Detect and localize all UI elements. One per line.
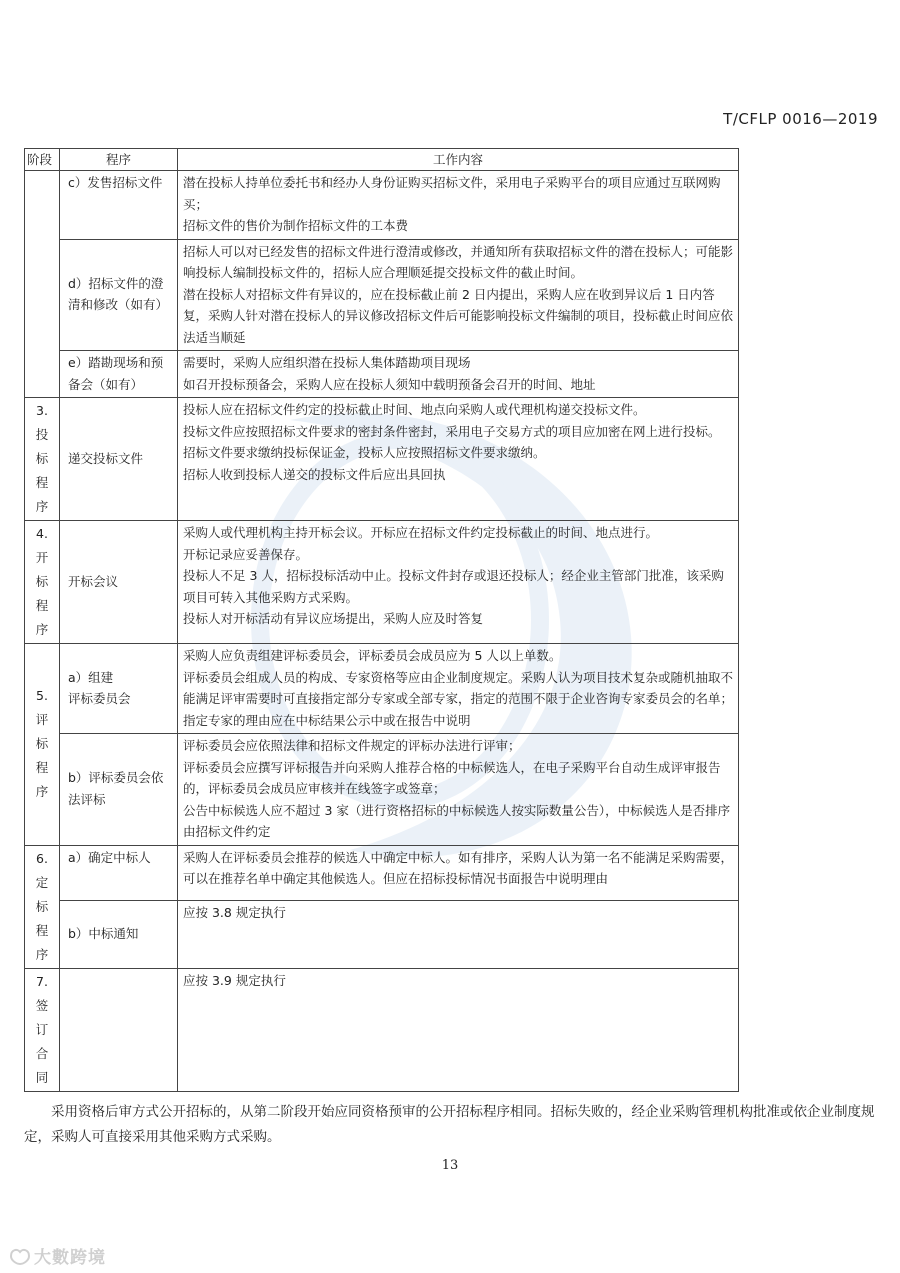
stage-label: 评: [35, 712, 49, 728]
stage-label: 序: [35, 784, 49, 800]
stage-cell: [25, 398, 60, 521]
stage-label: 程: [35, 922, 49, 938]
procedure-cell: a）组建 评标委员会: [60, 644, 178, 734]
procedure-cell: c）发售招标文件: [60, 171, 178, 240]
stage-label: 标: [35, 574, 49, 589]
stage-label: 标: [35, 451, 49, 466]
procedure-cell: e）踏勘现场和预备会（如有）: [60, 351, 178, 398]
content-line: 投标人应在招标文件约定的投标截止时间、地点向采购人或代理机构递交投标文件。: [183, 402, 646, 417]
stage-label: 6.: [36, 850, 48, 866]
standard-code: T/CFLP 0016—2019: [723, 110, 878, 128]
content-line: 潜在投标人对招标文件有异议的，应在投标截止前 2 日内提出，采购人应在收到异议后 1 日内答复，采购人针对潜在投标人的异议修改招标文件后可能影响投标文件编制的项目，投标截止时间应依法适当顺延: [183, 286, 734, 345]
content-cell: [178, 521, 739, 644]
stage-label: 标: [35, 898, 49, 914]
table-row: [25, 900, 739, 968]
table-row: [25, 968, 739, 1091]
content-cell: [178, 644, 739, 734]
page-number: 13: [441, 1158, 459, 1173]
content-cell: [178, 900, 739, 968]
content-line: 需要时，采购人应组织潜在投标人集体踏勘项目现场: [183, 355, 471, 370]
content-cell: [178, 968, 739, 1091]
procedure-cell: b）中标通知: [60, 900, 178, 968]
stage-label: 程: [35, 475, 49, 490]
table-row: [25, 644, 739, 734]
stage-label: 7.: [36, 973, 48, 989]
content-line: 开标记录应妥善保存。: [183, 546, 309, 562]
stage-label: 3.: [36, 403, 48, 418]
content-cell: [178, 845, 739, 900]
content-line: 应按 3.9 规定执行: [183, 972, 286, 988]
content-line: 采购人应负责组建评标委员会，评标委员会成员应为 5 人以上单数。: [183, 648, 562, 663]
content-line: 评标委员会组成人员的构成、专家资格等应由企业制度规定。采购人认为项目技术复杂或随机抽取不能满足评审需要时可直接指定部分专家或全部专家，指定的范围不限于企业咨询专家委员会的名单；指定专家的理由应在中标结果公示中或在报告中说明: [183, 669, 734, 728]
content-cell: [178, 171, 739, 240]
stage-label: 投: [35, 427, 49, 442]
stage-label: 合: [35, 1045, 49, 1061]
content-cell: [178, 239, 739, 351]
procedure-cell: d）招标文件的澄清和修改（如有）: [60, 239, 178, 351]
content-line: 评标委员会应依照法律和招标文件规定的评标办法进行评审；: [183, 738, 521, 753]
stage-label: 订: [35, 1021, 49, 1037]
brand-text: 大數跨境: [34, 1248, 106, 1268]
content-line: 采购人或代理机构主持开标会议。开标应在招标文件约定投标截止的时间、地点进行。: [183, 525, 659, 540]
stage-label: 4.: [36, 526, 48, 541]
brand-logo-mark-icon: [8, 1246, 32, 1266]
content-cell: [178, 398, 739, 521]
stage-label: 定: [35, 874, 49, 890]
stage-cell: [25, 845, 60, 968]
procedure-table: [24, 148, 739, 1092]
stage-cell: [25, 644, 60, 846]
procedure-cell-empty: [60, 968, 178, 1091]
content-line: 投标人不足 3 人，招标投标活动中止。投标文件封存或退还投标人；经企业主管部门批准，该采购项目可转入其他采购方式采购。: [183, 568, 724, 605]
content-line: 潜在投标人持单位委托书和经办人身份证购买招标文件，采用电子采购平台的项目应通过互联网购买；: [183, 175, 721, 212]
table-row: [25, 845, 739, 900]
stage-label: 开: [35, 550, 49, 565]
procedure-cell: 递交投标文件: [60, 398, 178, 521]
stage-label: 序: [35, 946, 49, 962]
header-content: 工作内容: [178, 149, 739, 171]
stage-cell: [25, 968, 60, 1091]
table-row: [25, 351, 739, 398]
procedure-cell: 开标会议: [60, 521, 178, 644]
table-row: [25, 398, 739, 521]
header-procedure: 程序: [60, 149, 178, 171]
stage-label: 同: [35, 1069, 49, 1085]
stage-cell-empty: [25, 171, 60, 398]
stage-label: 序: [35, 622, 49, 637]
content-line: 招标文件要求缴纳投标保证金，投标人应按照招标文件要求缴纳。: [183, 445, 546, 460]
table-row: [25, 521, 739, 644]
stage-label: 5.: [36, 688, 48, 704]
table-row: [25, 171, 739, 240]
stage-label: 标: [35, 736, 49, 752]
content-line: 投标人对开标活动有异议应场提出，采购人应及时答复: [183, 611, 484, 626]
content-cell: [178, 351, 739, 398]
content-line: 应按 3.8 规定执行: [183, 904, 286, 920]
stage-label: 签: [35, 997, 49, 1013]
procedure-cell: a）确定中标人: [60, 845, 178, 900]
stage-label: 序: [35, 499, 49, 514]
content-line: 公告中标候选人应不超过 3 家（进行资格招标的中标候选人按实际数量公告），中标候选人是否排序由招标文件约定: [183, 802, 731, 839]
content-line: 投标文件应按照招标文件要求的密封条件密封，采用电子交易方式的项目应加密在网上进行投标。: [183, 423, 721, 439]
content-line: 采购人在评标委员会推荐的候选人中确定中标人。如有排序，采购人认为第一名不能满足采购需要，可以在推荐名单中确定其他候选人。但应在招标投标情况书面报告中说明理由: [183, 849, 734, 886]
procedure-cell: b）评标委员会依法评标: [60, 734, 178, 846]
table-row: [25, 239, 739, 351]
stage-cell: [25, 521, 60, 644]
table-header-row: [25, 149, 739, 171]
content-line: 招标人可以对已经发售的招标文件进行澄清或修改，并通知所有获取招标文件的潜在投标人；可能影响投标人编制投标文件的，招标人应合理顺延提交投标文件的截止时间。: [183, 243, 734, 280]
content-line: 招标人收到投标人递交的投标文件后应出具回执: [183, 466, 446, 482]
brand-watermark: [8, 1243, 106, 1268]
closing-paragraph: 采用资格后审方式公开招标的，从第二阶段开始应同资格预审的公开招标程序相同。招标失败的，经企业采购管理机构批准或依企业制度规定，采购人可直接采用其他采购方式采购。: [24, 1104, 875, 1145]
stage-label: 程: [35, 598, 49, 613]
header-stage: 阶段: [25, 149, 60, 171]
content-line: 如召开投标预备会，采购人应在投标人须知中载明预备会召开的时间、地址: [183, 376, 596, 392]
content-cell: [178, 734, 739, 846]
stage-label: 程: [35, 760, 49, 776]
table-row: [25, 734, 739, 846]
content-line: 评标委员会应撰写评标报告并向采购人推荐合格的中标候选人，在电子采购平台自动生成评审报告的，评标委员会成员应审核并在线签字或签章；: [183, 759, 721, 796]
content-line: 招标文件的售价为制作招标文件的工本费: [183, 218, 409, 233]
